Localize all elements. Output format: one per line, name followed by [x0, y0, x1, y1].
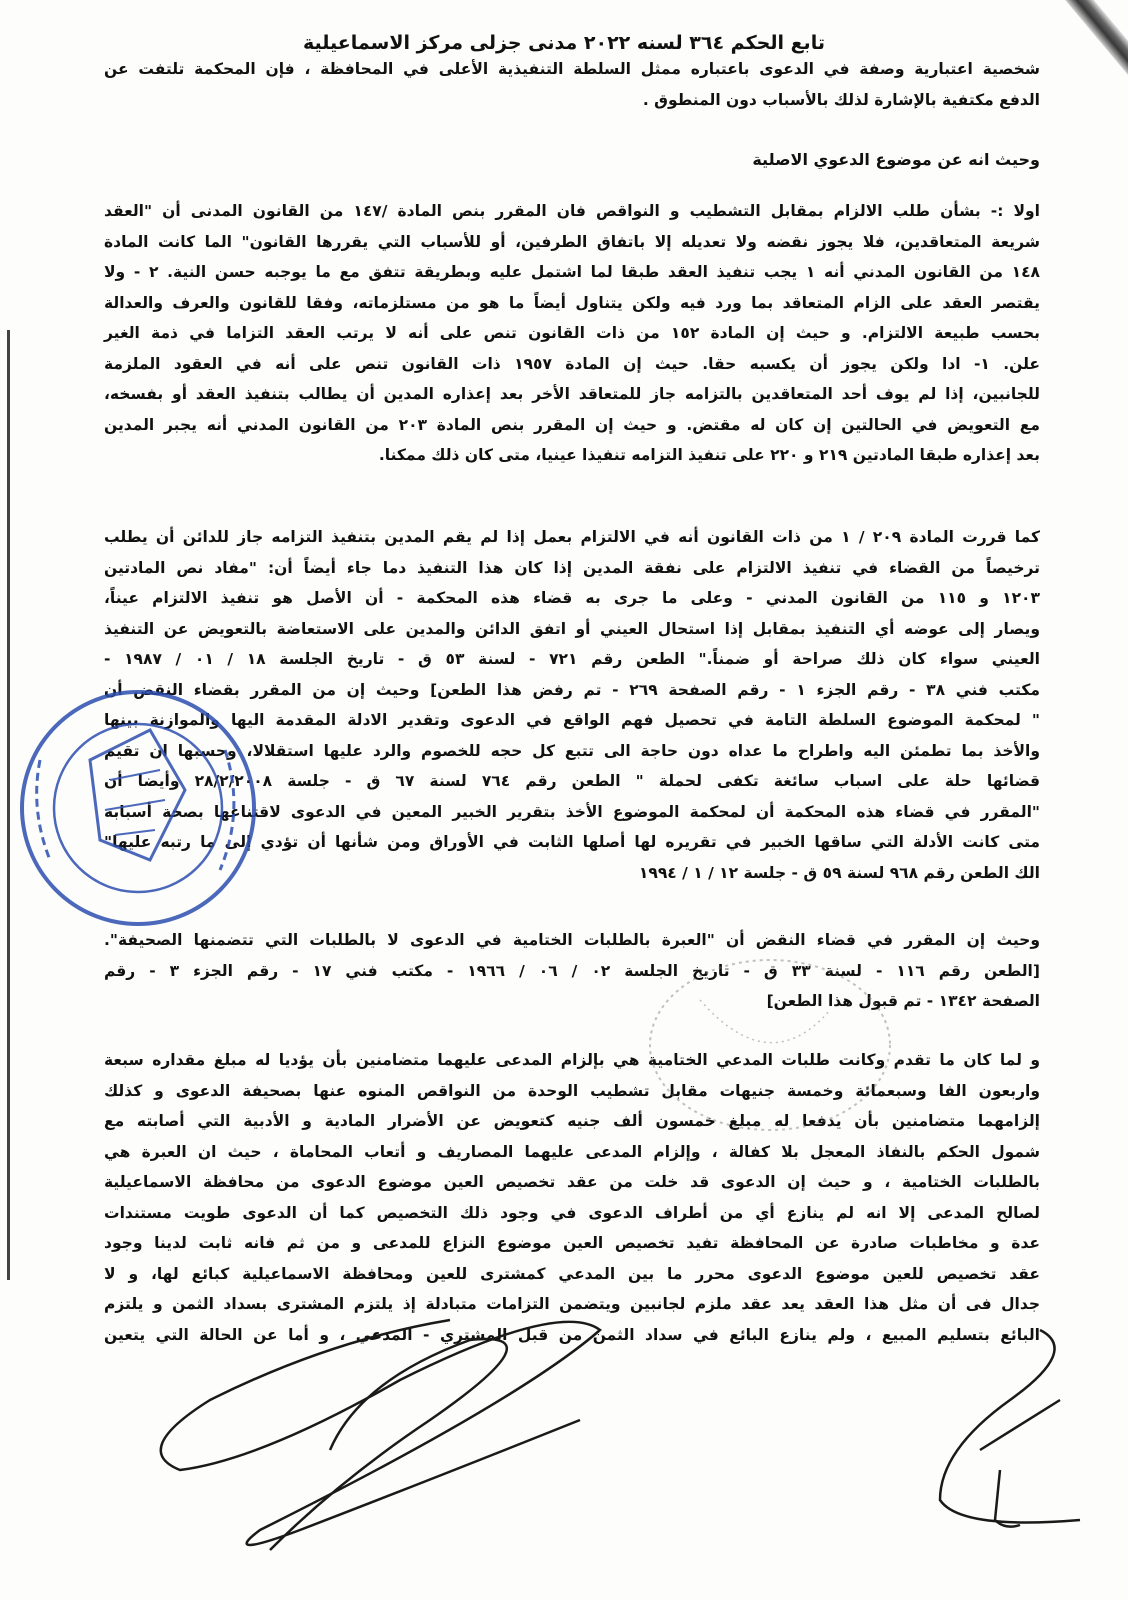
text-line: يقتصر العقد على الزام المتعاقد بما ورد فيه ولكن يتناول أيضاً ما هو من مستلزماته، وفقا للقانون والعرف والعدالة	[104, 293, 1040, 312]
paragraph-article-209	[104, 522, 1040, 888]
text-line: للجانبين، إذا لم يوف أحد المتعاقدين بالتزامه جاز للمتعاقد الأخر بعد إعذاره المدين أن يطالب بتنفيذ العقد أو بفسخه،	[104, 385, 1040, 403]
text-line: عقد تخصيص للعين موضوع الدعوى محرر ما بين المدعي كمشترى للعين ومحافظة الاسماعيلية كبائع لها، و لا	[104, 1264, 1040, 1283]
text-line: لصالح المدعى إلا انه لم ينازع أي من أطراف الدعوى في وجود ذلك التخصيص كما أن الدعوى طويت مستندات	[104, 1203, 1040, 1222]
pen-shadow	[1040, 0, 1128, 116]
text-line: بحسب طبيعة الالتزام. و حيث إن المادة ١٥٢ من ذات القانون تنص على أنه لا يرتب العقد التزاما في ذمة الغير	[104, 324, 1040, 342]
text-line: "المقرر في قضاء هذه المحكمة أن لمحكمة الموضوع الأخذ بتقرير الخبير المعين في الدعوى لاقتناعها بصحة أسبابه	[104, 802, 1040, 821]
text-line: عدة و مخاطبات صادرة عن المحافظة تفيد تخصيص العين موضوع النزاع للمدعى و من ثم فانه ثابت لدينا وجود	[104, 1234, 1040, 1252]
signature	[161, 1320, 1080, 1550]
text-line: اولا :- بشأن طلب الالزام بمقابل التشطيب و النواقص فان المقرر بنص المادة /١٤٧ من القانون المدنى أن "العقد	[104, 202, 1040, 220]
text-line: واربعون الفا وسبعمائة وخمسة جنيهات مقابل تشطيب الوحدة من النواقص المنوه عنها بصحيفة الدعوى و كذلك	[104, 1081, 1040, 1100]
text-line: كما قررت المادة ٢٠٩ / ١ من ذات القانون أنه في الالتزام بعمل إذا لم يقم المدين بتنفيذ التزامه جاز للدائن أن يطلب	[104, 528, 1040, 546]
text-line: مع التعويض في الحالتين إن كان له مقتض. و حيث إن المقرر بنص المادة ٢٠٣ من القانون المدني أنه يجبر المدين	[104, 415, 1040, 434]
document-title: تابع الحكم ٣٦٤ لسنه ٢٠٢٢ مدنى جزلى مركز الاسماعيلية	[303, 32, 825, 54]
text-line: ويصار إلى عوضه أي التنفيذ بمقابل إذا استحال العيني أو اتفق الدائن والمدين على الاستعاضة بالتعويض عن التنفيذ	[104, 619, 1040, 638]
text-line: [الطعن رقم ١١٦ - لسنة ٣٣ ق - تاريخ الجلسة ٠٢ / ٠٦ / ١٩٦٦ - مكتب فني ١٧ - رقم الجزء ٣ - رقم	[104, 961, 1040, 980]
text-line: علن. ١- ادا ولكن يجوز أن يكسبه حقا. حيث إن المادة ١٩٥٧ ذات القانون تنص على أنه في العقود الملزمة	[104, 354, 1041, 373]
text-line: بعد إعذاره طبقا المادتين ٢١٩ و ٢٢٠ على تنفيذ التزامه تنفيذا عينيا، متى كان ذلك ممكنا.	[378, 446, 1040, 464]
text-line: شريعة المتعاقدين، فلا يجوز نقضه ولا تعديله إلا باتفاق الطرفين، أو للأسباب التي يقررها القانون" الما كانت المادة	[104, 232, 1040, 251]
text-line: بالطلبات الختامية ، و حيث إن الدعوى قد خلت من عقد تخصيص العين موضوع الدعوى من محافظة الاسماعيلية	[104, 1173, 1040, 1191]
paragraph-objection	[104, 54, 1040, 115]
text-line: البائع بتسليم المبيع ، ولم ينازع البائع في سداد الثمن من قبل المشتري - المدعي ، و أما عن الحالة التي يتعين	[104, 1325, 1040, 1344]
text-line: شمول الحكم بالنفاذ المعجل بلا كفالة ، وإلزام المدعى عليهما المصاريف و أتعاب المحاماة ، حيث ان العبرة هي	[104, 1142, 1040, 1161]
text-line: العيني سواء كان ذلك صراحة أو ضمناً." الطعن رقم ٧٢١ - لسنة ٥٣ ق - تاريخ الجلسة ١٨ / ٠١ / ١٩٨٧ -	[104, 650, 1040, 668]
text-line: وحيث انه عن موضوع الدعوي الاصلية	[752, 150, 1040, 169]
text-line: وحيث إن المقرر في قضاء النقض أن "العبرة بالطلبات الختامية في الدعوى لا بالطلبات التي تتضمنها الصحيفة".	[104, 931, 1040, 949]
text-line: الدفع مكتفية بالإشارة لذلك بالأسباب دون المنطوق .	[642, 90, 1040, 109]
text-line: ترخيصاً من القضاء في تنفيذ الالتزام على نفقة المدين إذا كان هذا التنفيذ دما جاء أيضاً أن: "مفاد نص المادتين	[104, 558, 1040, 577]
text-line: " لمحكمة الموضوع السلطة التامة في تحصيل فهم الواقع في الدعوى وتقدير الادلة المقدمة اليها والموازنة بينها	[104, 711, 1040, 729]
text-line: الصفحة ١٣٤٢ - تم قبول هذا الطعن]	[766, 992, 1040, 1010]
paragraph-conclusion	[104, 1045, 1040, 1350]
text-line: و لما كان ما تقدم وكانت طلبات المدعي الختامية هي بإلزام المدعى عليهما متضامنين بأن يؤديا له مبلغ مقداره سبعة	[104, 1051, 1040, 1069]
page-edge	[7, 330, 10, 1280]
text-line: قضائها حلة على اسباب سائغة تكفى لحملة " الطعن رقم ٧٦٤ لسنة ٦٧ ق - جلسة ٢٨/٢/٢٠٠٨ وأيضا أن	[104, 772, 1040, 790]
text-line: متى كانت الأدلة التي ساقها الخبير في تقريره لها أصلها الثابت في الأوراق ومن شأنها أن تؤدي إلى ما رتبه عليها"	[104, 833, 1040, 851]
text-line: إلزامهما متضامنين بأن يدفعا له مبلغ خمسون ألف جنيه كتعويض عن الأضرار المادية و الأدبية التي أصابته مع	[104, 1112, 1040, 1130]
paragraph-first-claim	[104, 196, 1040, 471]
text-line: جدال فى أن مثل هذا العقد يعد عقد ملزم لجانبين ويتضمن التزامات متبادلة إذ يلتزم المشترى بسداد الثمن و يلتزم	[104, 1295, 1040, 1313]
text-line: ١٢٠٣ و ١١٥ من القانون المدني - وعلى ما جرى به قضاء هذه المحكمة - أن الأصل هو تنفيذ الالتزام عيناً،	[104, 589, 1040, 607]
paragraph-final-requests	[104, 925, 1040, 1017]
text-line: ١٤٨ من القانون المدني أنه ١ يجب تنفيذ العقد طبقا لما اشتمل عليه وبطريقة تتفق مع ما يوجبه حسن النية. ٢ - ولا	[104, 263, 1041, 281]
text-line: والأخذ بما تطمئن اليه واطراح ما عداه دون حاجة الى تتبع كل حجه للخصوم والرد عليها استقلالا، وحسبها ان تقيم	[104, 741, 1040, 760]
text-line: شخصية اعتبارية وصفة في الدعوى باعتباره ممثل السلطة التنفيذية الأعلى في المحافظة ، فإن المحكمة تلتفت عن	[104, 60, 1040, 78]
text-line: الك الطعن رقم ٩٦٨ لسنة ٥٩ ق - جلسة ١٢ / ١ / ١٩٩٤	[638, 863, 1040, 882]
text-line: مكتب فني ٣٨ - رقم الجزء ١ - رقم الصفحة ٢٦٩ - تم رفض هذا الطعن] وحيث إن من المقرر بقضاء النقض أن	[104, 680, 1040, 699]
section-heading	[104, 145, 1040, 176]
